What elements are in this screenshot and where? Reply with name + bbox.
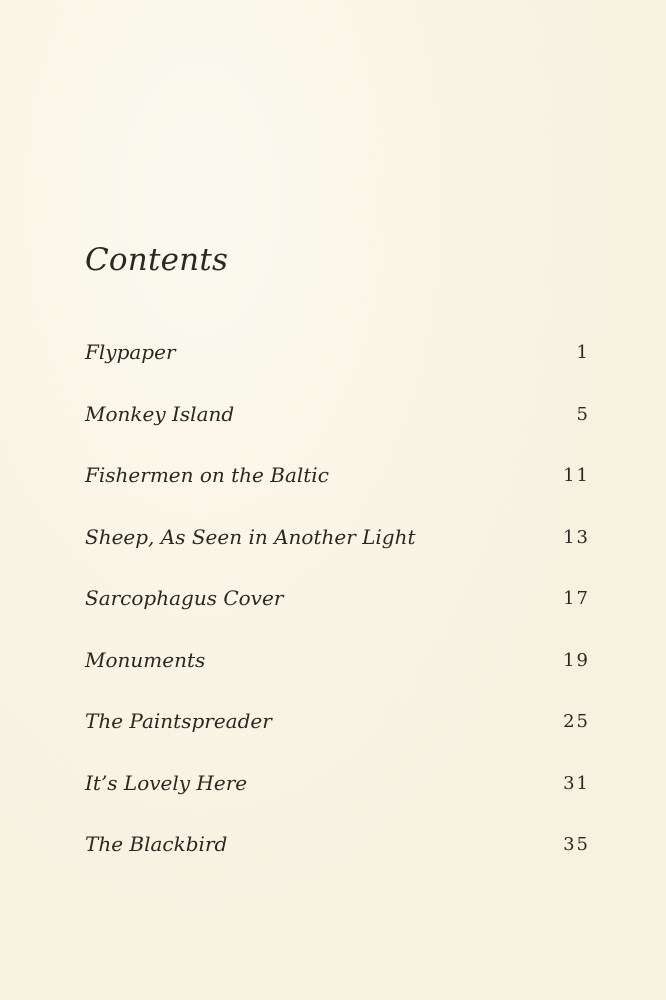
- entry-page-number: 25: [563, 711, 590, 732]
- entry-page-number: 11: [563, 465, 590, 486]
- entry-page-number: 13: [563, 526, 590, 548]
- entry-title: Monuments: [85, 647, 206, 672]
- entry-page-number: 5: [576, 403, 590, 425]
- entry-page-number: 19: [563, 649, 590, 671]
- entry-page-number: 35: [563, 834, 590, 855]
- toc-entry: [85, 771, 588, 833]
- table-of-contents: [85, 340, 588, 894]
- toc-entry: [85, 340, 588, 402]
- entry-title: Sheep, As Seen in Another Light: [85, 524, 416, 549]
- toc-entry: [85, 525, 588, 587]
- entry-page-number: 1: [576, 342, 590, 363]
- toc-entry: [85, 709, 588, 771]
- entry-title: Fishermen on the Baltic: [85, 463, 329, 487]
- entry-title: Sarcophagus Cover: [85, 586, 284, 610]
- toc-entry: [85, 648, 588, 710]
- toc-entry: [85, 402, 588, 464]
- contents-heading: Contents: [85, 242, 229, 278]
- toc-entry: [85, 832, 588, 894]
- entry-title: It’s Lovely Here: [85, 770, 248, 795]
- entry-page-number: 17: [563, 588, 590, 609]
- entry-title: Monkey Island: [85, 401, 235, 426]
- entry-title: Flypaper: [85, 340, 176, 364]
- toc-entry: [85, 463, 588, 525]
- entry-title: The Paintspreader: [85, 709, 272, 733]
- entry-title: The Blackbird: [85, 832, 228, 856]
- entry-page-number: 31: [563, 772, 590, 794]
- toc-entry: [85, 586, 588, 648]
